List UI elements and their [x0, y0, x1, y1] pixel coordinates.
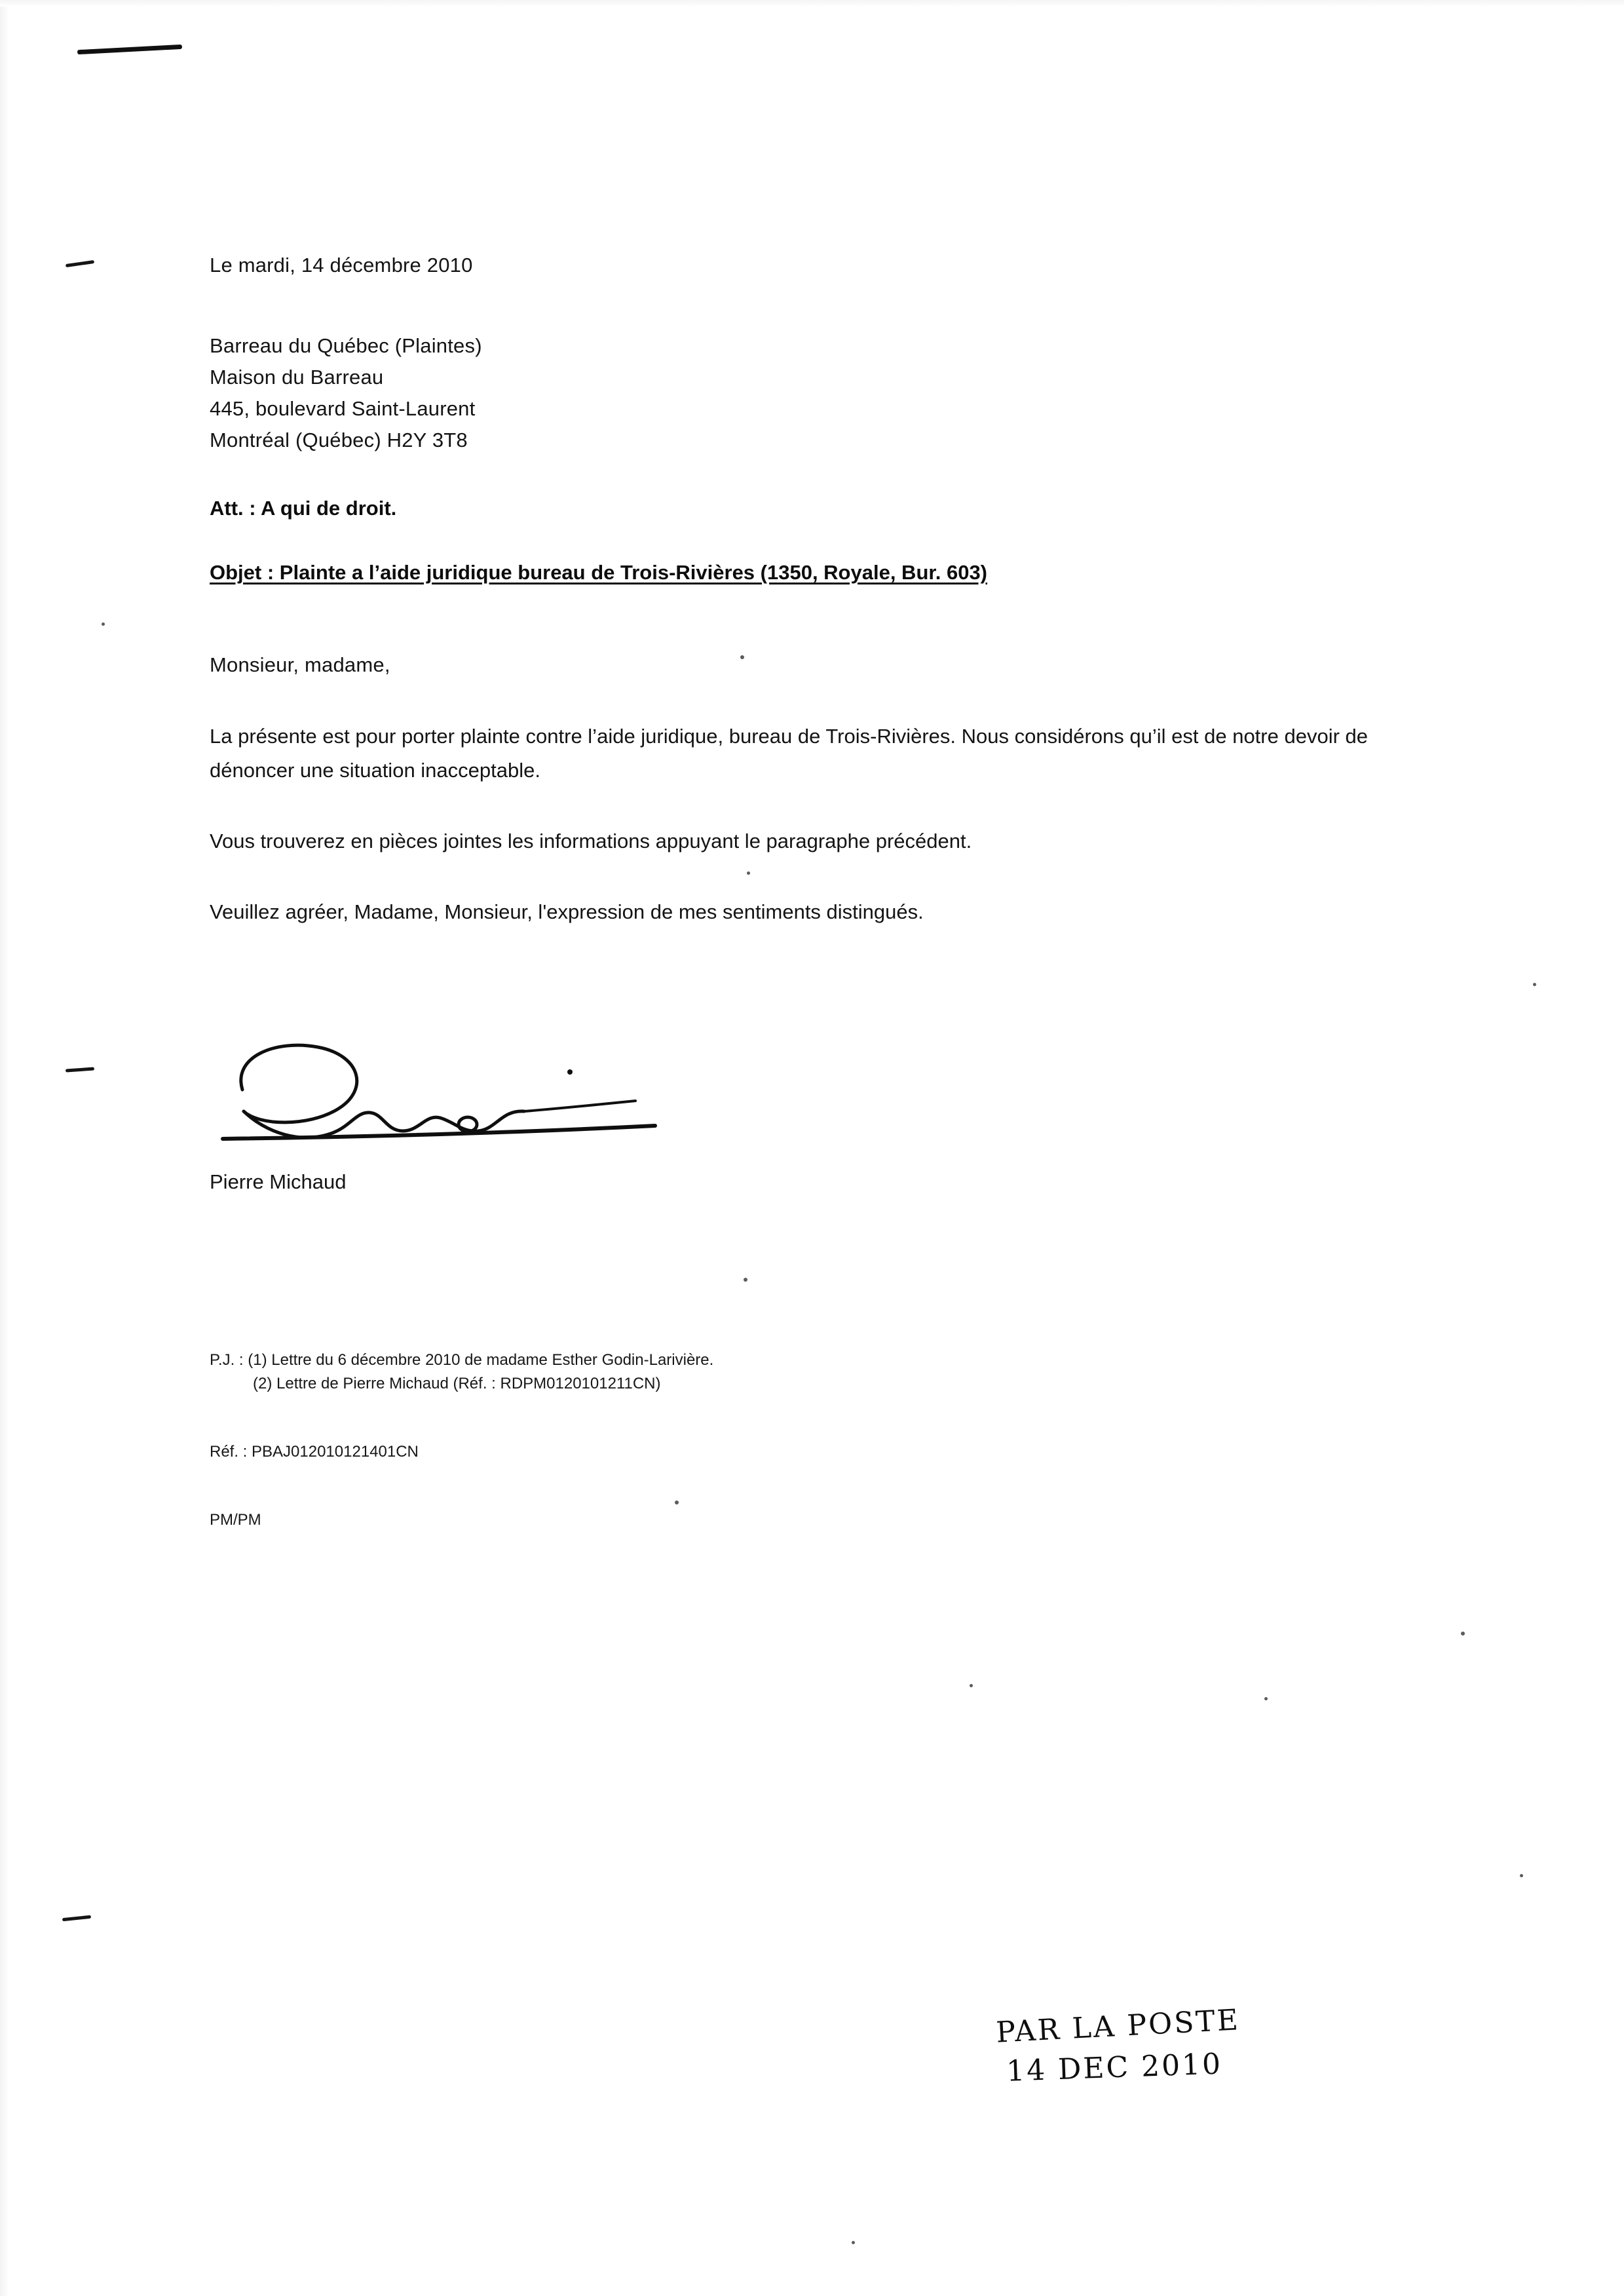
- enclosure-text-1: Lettre du 6 décembre 2010 de madame Esther Godin-Larivière.: [271, 1351, 714, 1369]
- enclosure-line-1: [210, 1349, 1454, 1372]
- letter-date: Le mardi, 14 décembre 2010: [210, 254, 473, 277]
- scan-speck: [102, 622, 105, 626]
- scan-speck: [1264, 1697, 1268, 1700]
- signature-name: Pierre Michaud: [210, 1170, 347, 1193]
- handwritten-signature-icon: [203, 1027, 701, 1178]
- handwritten-note-line-1: PAR LA POSTE: [995, 2003, 1241, 2050]
- address-line: Maison du Barreau: [210, 366, 384, 389]
- recipient-address: [210, 330, 1454, 456]
- scan-mark-icon: [77, 45, 182, 54]
- scan-tick-icon: [62, 1915, 91, 1922]
- initials-line: PM/PM: [210, 1511, 261, 1529]
- address-line: Barreau du Québec (Plaintes): [210, 334, 482, 357]
- scan-edge-top-artifact: [0, 0, 1624, 7]
- reference-line: Réf. : PBAJ012010121401CN: [210, 1443, 419, 1461]
- enclosures-block: [210, 1349, 1454, 1396]
- attention-line: Att. : A qui de droit.: [210, 497, 397, 520]
- signature-area: [210, 1027, 1454, 1224]
- address-line: 445, boulevard Saint-Laurent: [210, 397, 476, 420]
- enclosure-label: P.J. : (1): [210, 1351, 267, 1369]
- subject-line: Objet : Plainte a l’aide juridique bureau de Trois-Rivières (1350, Royale, Bur. 603): [210, 561, 988, 584]
- address-line: Montréal (Québec) H2Y 3T8: [210, 429, 468, 451]
- paragraph: La présente est pour porter plainte contre l’aide juridique, bureau de Trois-Rivières. Nous considérons qu’il est de notre devoir de dénoncer une situation inacceptable.: [210, 725, 1368, 782]
- scan-tick-icon: [66, 260, 94, 267]
- handwritten-note-line-2: 14 DEC 2010: [1006, 2047, 1223, 2088]
- letter-body: [210, 249, 1454, 1532]
- scan-speck: [852, 2241, 855, 2244]
- scan-speck: [1461, 1632, 1465, 1636]
- closing-line: Veuillez agréer, Madame, Monsieur, l'expression de mes sentiments distingués.: [210, 900, 924, 923]
- salutation: Monsieur, madame,: [210, 653, 390, 676]
- handwritten-note: [996, 2005, 1415, 2149]
- scan-tick-icon: [66, 1067, 94, 1072]
- scan-speck: [970, 1684, 973, 1687]
- scan-edge-artifact: [0, 0, 9, 2296]
- scan-speck: [1533, 983, 1536, 986]
- paragraph: Vous trouverez en pièces jointes les informations appuyant le paragraphe précédent.: [210, 830, 972, 852]
- enclosure-line-2: (2) Lettre de Pierre Michaud (Réf. : RDPM0120101211CN): [253, 1375, 661, 1392]
- scan-speck: [1520, 1874, 1523, 1877]
